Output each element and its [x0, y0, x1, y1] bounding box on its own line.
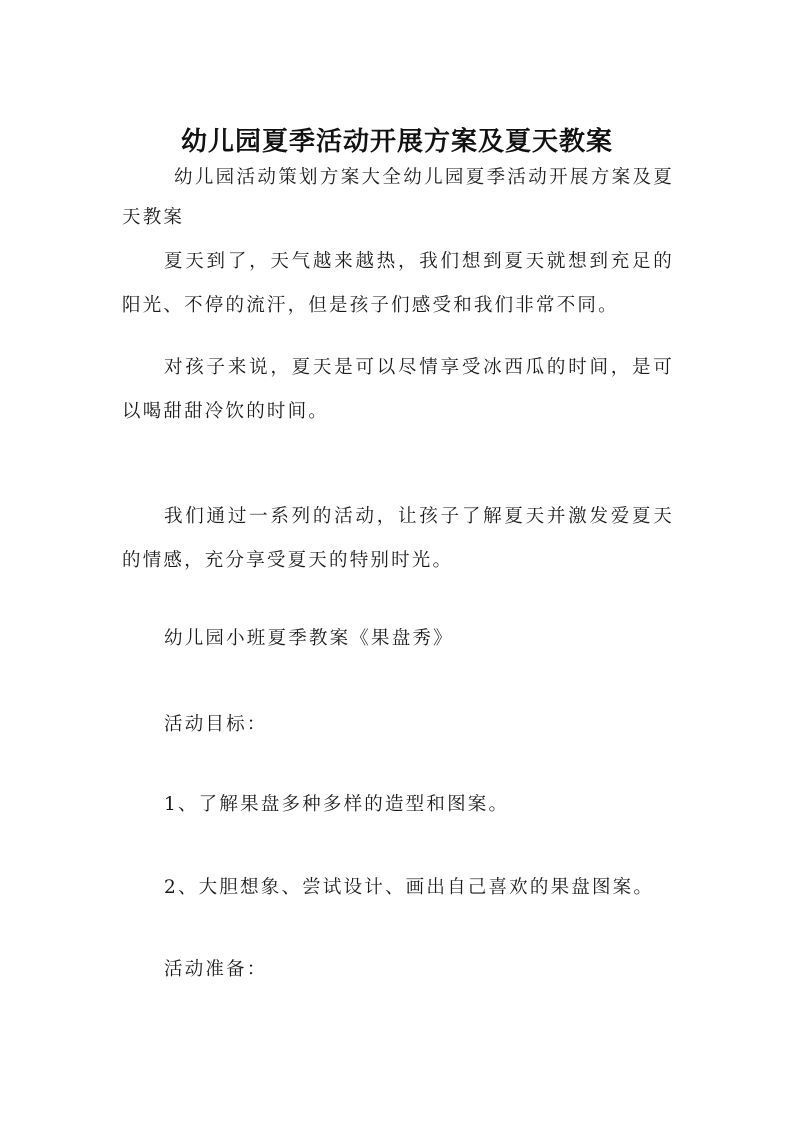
goal-item: 1、了解果盘多种多样的造型和图案。	[164, 794, 510, 815]
paragraph-summer: 夏天到了，天气越来越热，我们想到夏天就想到充足的阳光、不停的流汗，但是孩子们感受和我们非常不同。	[122, 251, 674, 316]
intro-paragraph: 幼儿园活动策划方案大全幼儿园夏季活动开展方案及夏天教案	[122, 167, 674, 228]
paragraph-activities: 我们通过一系列的活动，让孩子了解夏天并激发爱夏天的情感，充分享受夏天的特别时光。	[122, 506, 674, 571]
lesson-title: 幼儿园小班夏季教案《果盘秀》	[164, 628, 454, 649]
document-title: 幼儿园夏季活动开展方案及夏天教案	[180, 127, 613, 158]
goal-item: 2、大胆想象、尝试设计、画出自己喜欢的果盘图案。	[164, 877, 655, 898]
paragraph-kids: 对孩子来说，夏天是可以尽情享受冰西瓜的时间，是可以喝甜甜冷饮的时间。	[122, 357, 674, 422]
goals-heading: 活动目标：	[164, 714, 268, 735]
preparation-heading: 活动准备：	[164, 959, 268, 980]
